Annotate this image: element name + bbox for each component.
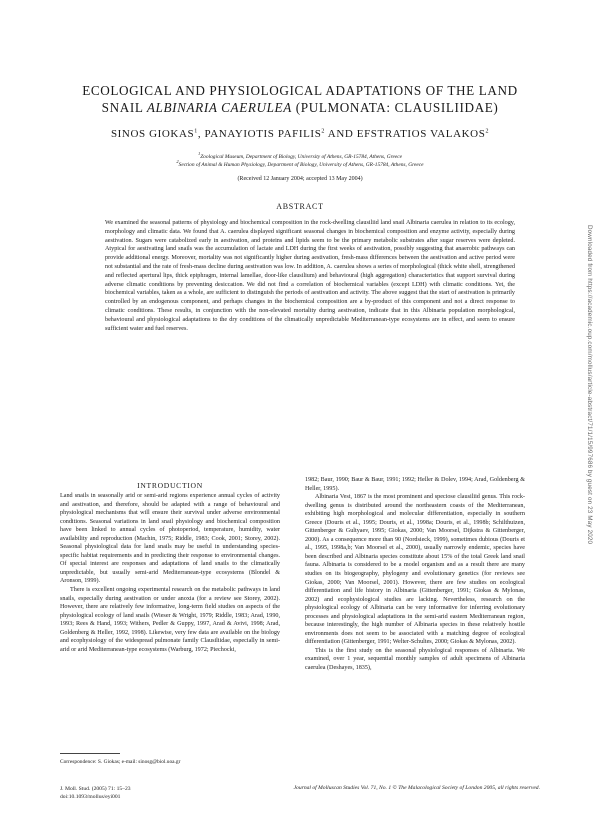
title-species: ALBINARIA CAERULEA: [146, 100, 292, 115]
article-title: [40, 82, 560, 116]
journal-citation: [60, 785, 131, 801]
intro-paragraph-3: Albinaria Vest, 1867 is the most prominent and speciose clausiliid genus. This rock-dwelling genus is distributed around the northeastern coasts of the Mediterranean, exhibiting high morphological and molecular differentiation, especially in southern Greece (Douris et al., 1995; Douris, et al., 1998a; Douris, et al., 1998b; Schilthuizen, Gittenberger & Gultyaev, 1995; Giokas, 2000; Van Moorsel, Dijkstra & Gittenberger, 2000). As a consequence more than 90 (Nordsieck, 1999), sometimes dubious (Douris et al., 1995, 1998a,b; Van Moorsel et al., 2000), usually narrowly endemic, species have been described and Albinaria species constitute about 15% of the total Greek land snail fauna. Albinaria is considered to be a model organism and as a result there are many studies on its biogeography, phylogeny and evolutionary genetics (for reviews see Giokas, 2000; Van Moorsel, 2001). However, there are few studies on ecological differentiation and life history in Albinaria (Gittenberger, 1991; Giokas & Mylonas, 2002) and ecophysiological studies are lacking. Nevertheless, research on the physiological ecology of Albinaria can be very informative for inferring evolutionary processes and physiological adaptations in the semi-arid eastern Mediterranean region, because interestingly, the high number of Albinaria species in these relatively hostile environments does not seem to be associated with a matching degree of ecological differentiation (Gittenberger, 1991; Welter-Schultes, 2000; Giokas & Mylonas, 2002).: [305, 494, 525, 646]
affiliation-2: [60, 158, 540, 169]
intro-paragraph-1: Land snails in seasonally arid or semi-arid regions experience annual cycles of activity and aestivation, and therefore, should be adapted with a range of behavioural and physiological mechanisms that will ensure their survival under adverse environmental conditions. Seasonal variations in land snail physiology and biochemical composition have been linked to annual cycles of photoperiod, temperature, humidity, water availability and reproduction (Machin, 1975; Riddle, 1983; Cook, 2001; Storey, 2002). Seasonal physiological data for land snails may be useful in understanding species-specific habitat requirements and in predicting their response to environmental changes. Of special interest are responses and adaptations of land snails to the climatically unpredictable, but usually semi-arid Mediterranean-type ecosystems (Blondel & Aronson, 1999).: [60, 493, 280, 585]
author-1-sup: 1: [194, 128, 198, 135]
introduction-heading: INTRODUCTION: [137, 481, 203, 490]
title-prefix: SNAIL: [101, 100, 147, 115]
affiliation-1-text: Zoological Museum, Department of Biology, University of Athens, GR-15784, Athens, Greece: [200, 153, 403, 160]
title-line-1: ECOLOGICAL AND PHYSIOLOGICAL ADAPTATIONS OF THE LAND: [82, 83, 518, 98]
received-dates: (Received 12 January 2004; accepted 13 May 2004): [237, 176, 363, 182]
author-3: AND EFSTRATIOS VALAKOS: [327, 128, 486, 140]
title-line-2: [40, 99, 560, 116]
affiliation-2-text: Section of Animal & Human Physiology, Department of Biology, University of Athens, GR-15784, Athens, Greece: [178, 161, 424, 168]
correspondence-note: Correspondence: S. Giokas; e-mail: sinosg@biol.uoa.gr: [60, 759, 181, 765]
intro-paragraph-2-cont: 1982; Baur, 1990; Baur & Baur, 1991; 1992; Heller & Dolev, 1994; Arad, Goldenberg & Heller, 1995).: [305, 477, 525, 492]
abstract-heading: ABSTRACT: [276, 202, 324, 211]
author-2-sup: 2: [321, 128, 326, 135]
intro-paragraph-4: This is the first study on the seasonal physiological responses of Albinaria. We examined, over 1 year, sequential monthly samples of adult specimens of Albinaria caerulea (Deshayes, 1835),: [305, 647, 525, 672]
author-1: SINOS GIOKAS: [110, 128, 195, 140]
affiliation-1-sup: 1: [197, 151, 201, 156]
affiliation-2-sup: 2: [176, 159, 179, 164]
title-suffix: (PULMONATA: CLAUSILIIDAE): [291, 100, 499, 115]
left-column: [60, 492, 280, 654]
copyright-line: Journal of Molluscan Studies Vol. 71, No. 1 © The Malacological Society of London 2005, all rights reserved.: [293, 785, 540, 791]
journal-volume: J. Moll. Stud. (2005) 71: 15–23: [60, 786, 131, 792]
author-2: PANAYIOTIS PAFILIS: [204, 128, 322, 140]
intro-paragraph-2: There is excellent ongoing experimental research on the metabolic pathways in land snails, especially during aestivation or under anoxia (for a review see Storey, 2002). However, there are relatively few informative, long-term field studies on aspects of the physiological ecology of land snails (Wieser & Wright, 1979; Riddle, 1983; Arad, 1990, 1993; Rees & Hand, 1993; Withers, Pedler & Guppy, 1997, Arad & Avivi, 1998; Arad, Goldenberg & Heller, 1992, 1998). Likewise, very few data are available on the biology and ecophysiology of the widespread pulmonate family Clausiliidae, especially in semi-arid or arid Mediterranean-type ecosystems (Warburg, 1972; Piechocki,: [60, 587, 280, 653]
author-list: SINOS GIOKAS$^1$, PANAYIOTIS PAFILIS$^2$ AND EFSTRATIOS VALAKOS$^2$: [110, 128, 490, 140]
right-column: [305, 476, 525, 673]
doi: doi:10.1093/mollus/eyi001: [60, 794, 121, 800]
author-3-sup: 2: [485, 128, 490, 135]
download-watermark: Downloaded from https://academic.oup.com/mollus/article-abstract/71/1/15/997686 by guest on 23 May 2020: [586, 225, 593, 545]
footnote-rule: [60, 753, 120, 754]
abstract-text: We examined the seasonal patterns of physiology and biochemical composition in the rock-dwelling clausiliid land snail Albinaria caerulea in relation to its ecology, morphology and climatic data. We found that A. caerulea displayed significant seasonal changes in biochemical composition and enzyme activity, especially during aestivation. Sugars were catabolized early in aestivation, and proteins and lipids seem to be the primary metabolic substrates after sugar reserves were depleted. Atypical for aestivating land snails was the accumulation of lactate and LDH during the first weeks of aestivation, possibly suggesting that anaerobic pathways can provide additional energy. Moreover, mortality was not significantly higher during aestivation, fresh-mass differences between the aestivation and active period were not substantial and the rate of fresh-mass decline during aestivation was low. In addition, A. caerulea shows a series of morphological (thick white shell, strengthened and reflected apertural lips, thick epiphragm, internal lamellae, door-like clausilium) and behavioural (high aggregation) characteristics that support survival during adverse climatic conditions by preventing desiccation. We did not find a correlation of biochemical variables (except LDH) with climatic conditions. Yet, the biochemical variables, taken as a whole, are sufficient to distinguish the periods of aestivation and activity. The above suggest that the start of aestivation is primarily controlled by an endogenous component, and perhaps changes in the biochemical composition are a by-product of this component and not a direct response to climatic conditions. These results, in conjunction with the non-elevated mortality during aestivation, indicate that in this Albinaria population morphological, behavioural and physiological adaptations to the dry conditions of the climatically unpredictable Mediterranean-type ecosystems are in effect, and seem to ensure sufficient water and fuel reserves.: [105, 220, 515, 332]
